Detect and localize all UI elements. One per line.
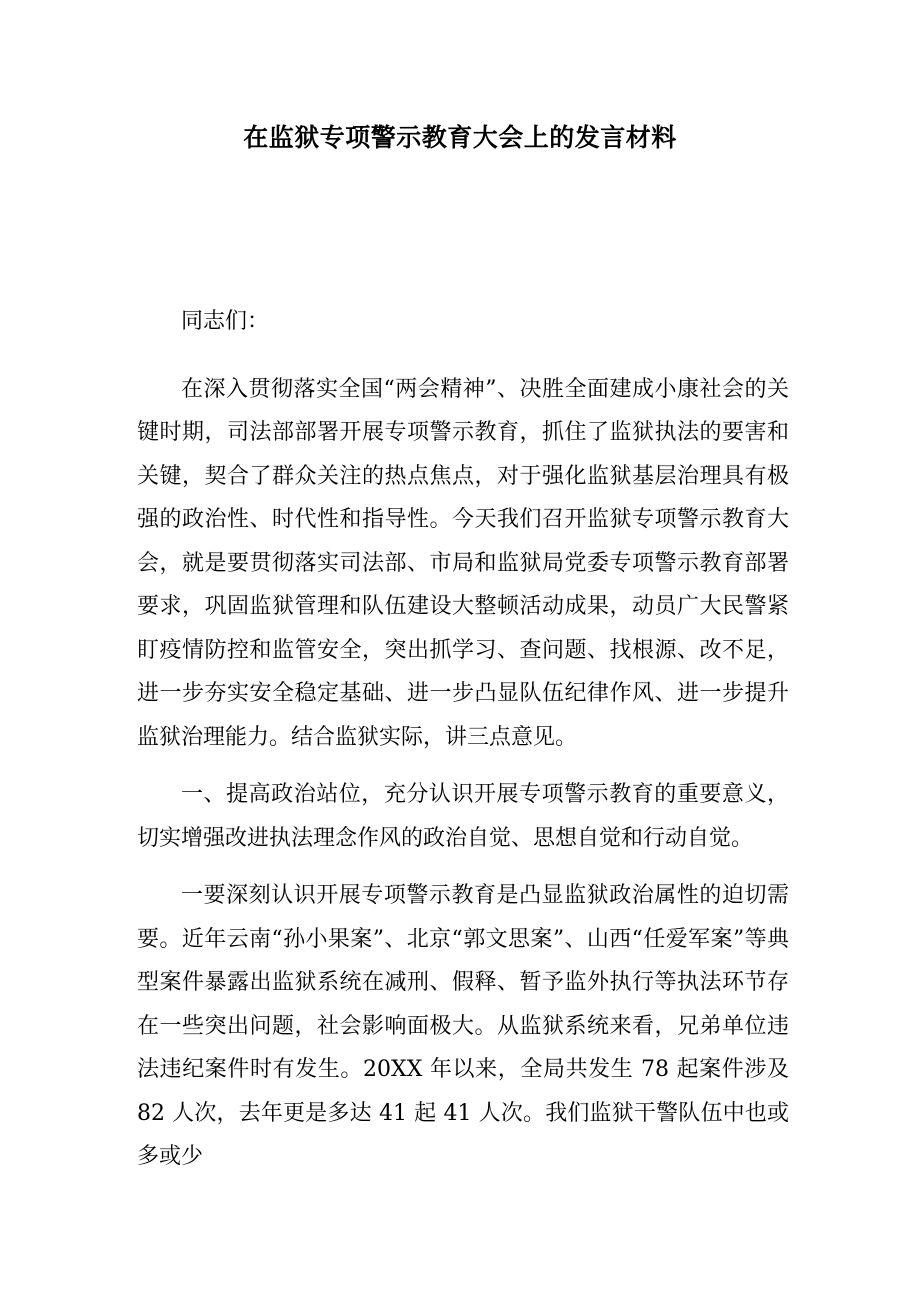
paragraph-1: 在深入贯彻落实全国“两会精神”、决胜全面建成小康社会的关键时期，司法部部署开展专项警示教育，抓住了监狱执法的要害和关键，契合了群众关注的热点焦点，对于强化监狱基层治理具有极强的政治性、时代性和指导性。今天我们召开监狱专项警示教育大会，就是要贯彻落实司法部、市局和监狱局党委专项警示教育部署要求，巩固监狱管理和队伍建设大整顿活动成果，动员广大民警紧盯疫情防控和监管安全，突出抓学习、查问题、找根源、改不足，进一步夯实安全稳定基础、进一步凸显队伍纪律作风、进一步提升监狱治理能力。结合监狱实际，讲三点意见。 <box>137 376 789 750</box>
document-title: 在监狱专项警示教育大会上的发言材料 <box>243 123 677 152</box>
paragraph-2: 一、提高政治站位，充分认识开展专项警示教育的重要意义，切实增强改进执法理念作风的政治自觉、思想自觉和行动自觉。 <box>137 782 789 851</box>
greeting: 同志们： <box>181 309 270 334</box>
paragraph-3: 一要深刻认识开展专项警示教育是凸显监狱政治属性的迫切需要。近年云南“孙小果案”、北京“郭文思案”、山西“任爱军案”等典型案件暴露出监狱系统在减刑、假释、暂予监外执行等执法环节存在一些突出问题，社会影响面极大。从监狱系统来看，兄弟单位违法违纪案件时有发生。20XX 年以来，全局共发生 78 起案件涉及 82 人次，去年更是多达 41 起 41 人次。我们监狱干警队伍中也或多或少 <box>137 883 789 1169</box>
document-body <box>137 300 789 1193</box>
